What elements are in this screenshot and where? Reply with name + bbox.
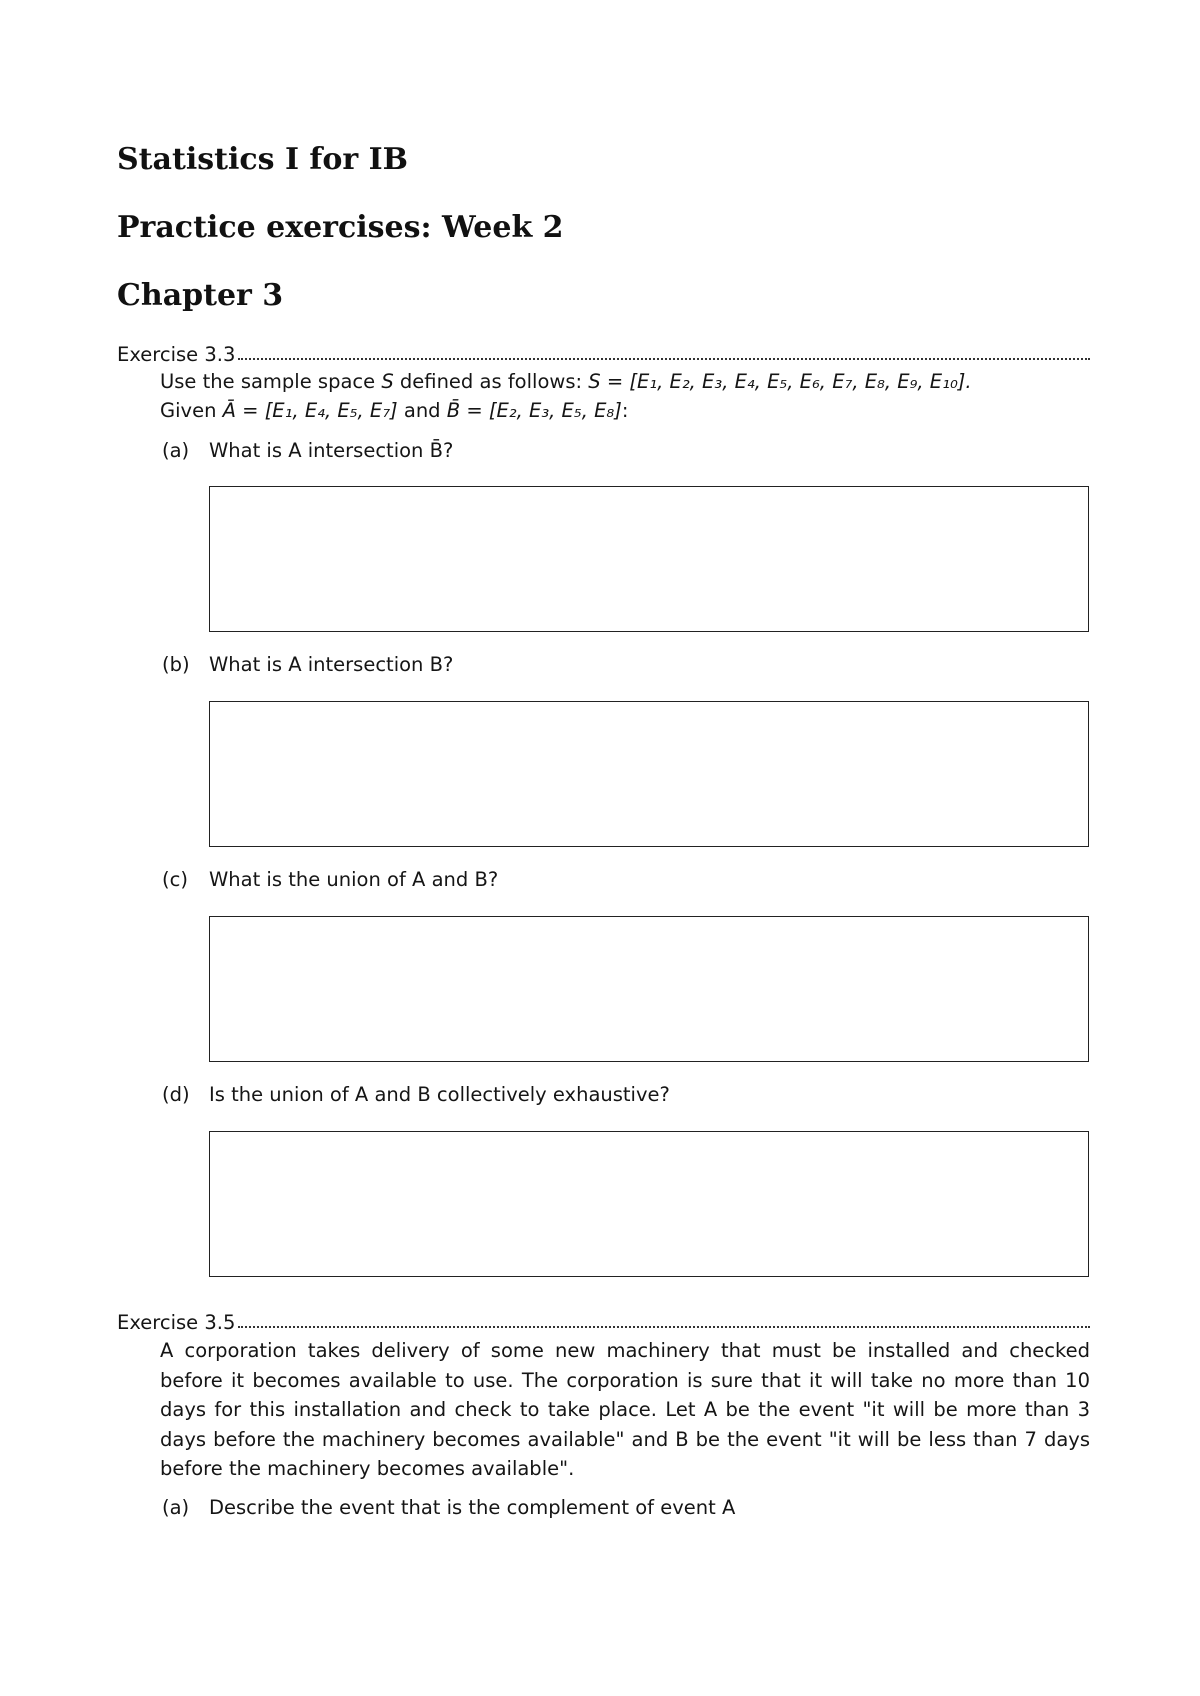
exercise-3-3-part-a [162, 439, 453, 462]
part-label: (a) [162, 439, 190, 462]
exercise-3-3-part-d [162, 1083, 670, 1106]
part-question: Is the union of A and B collectively exhaustive? [209, 1083, 670, 1106]
part-label: (a) [162, 1496, 190, 1519]
given-text: Given [160, 399, 223, 422]
dotted-leader [238, 1325, 1090, 1328]
exercise-3-5-part-a [162, 1496, 735, 1519]
course-title: Statistics I for IB [117, 142, 408, 177]
page-subtitle: Practice exercises: Week 2 [117, 210, 564, 245]
set-a-definition: Ā = [E₁, E₄, E₅, E₇] [222, 399, 398, 422]
sample-space-symbol: S [381, 370, 394, 393]
exercise-3-3-intro-line2 [160, 399, 628, 422]
intro-text-mid: defined as follows: [393, 370, 589, 393]
part-label: (d) [162, 1083, 190, 1106]
exercise-3-5-heading [117, 1308, 1090, 1334]
exercise-3-3-title: Exercise 3.3 [117, 343, 236, 366]
intro-text: Use the sample space [160, 370, 382, 393]
chapter-heading: Chapter 3 [117, 278, 284, 313]
exercise-3-3-part-b [162, 653, 453, 676]
part-question: What is A intersection B̄? [209, 439, 454, 462]
exercise-3-3-part-c [162, 868, 498, 891]
part-label: (c) [162, 868, 188, 891]
exercise-3-5-title: Exercise 3.5 [117, 1311, 236, 1334]
sample-space-definition: S = [E₁, E₂, E₃, E₄, E₅, E₆, E₇, E₈, E₉, E₁₀]. [588, 370, 972, 393]
colon-text: : [621, 399, 629, 422]
answer-box-3-3-a[interactable] [209, 486, 1089, 632]
exercise-3-3-intro-line1 [160, 370, 972, 393]
answer-box-3-3-d[interactable] [209, 1131, 1089, 1277]
exercise-3-3-heading [117, 340, 1090, 366]
exercise-3-5-paragraph: A corporation takes delivery of some new machinery that must be installed and checked before it becomes available to use. The corporation is sure that it will take no more than 10 days for this installation and check to take place. Let A be the event "it will be more than 3 days before the machinery becomes available" and B be the event "it will be less than 7 days before the machinery becomes available". [160, 1339, 1090, 1480]
part-question: What is the union of A and B? [209, 868, 499, 891]
dotted-leader [238, 357, 1090, 360]
part-label: (b) [162, 653, 190, 676]
part-question: What is A intersection B? [209, 653, 454, 676]
and-text: and [397, 399, 447, 422]
answer-box-3-3-b[interactable] [209, 701, 1089, 847]
part-question: Describe the event that is the complement of event A [209, 1496, 736, 1519]
set-b-definition: B̄ = [E₂, E₃, E₅, E₈] [446, 399, 622, 422]
answer-box-3-3-c[interactable] [209, 916, 1089, 1062]
